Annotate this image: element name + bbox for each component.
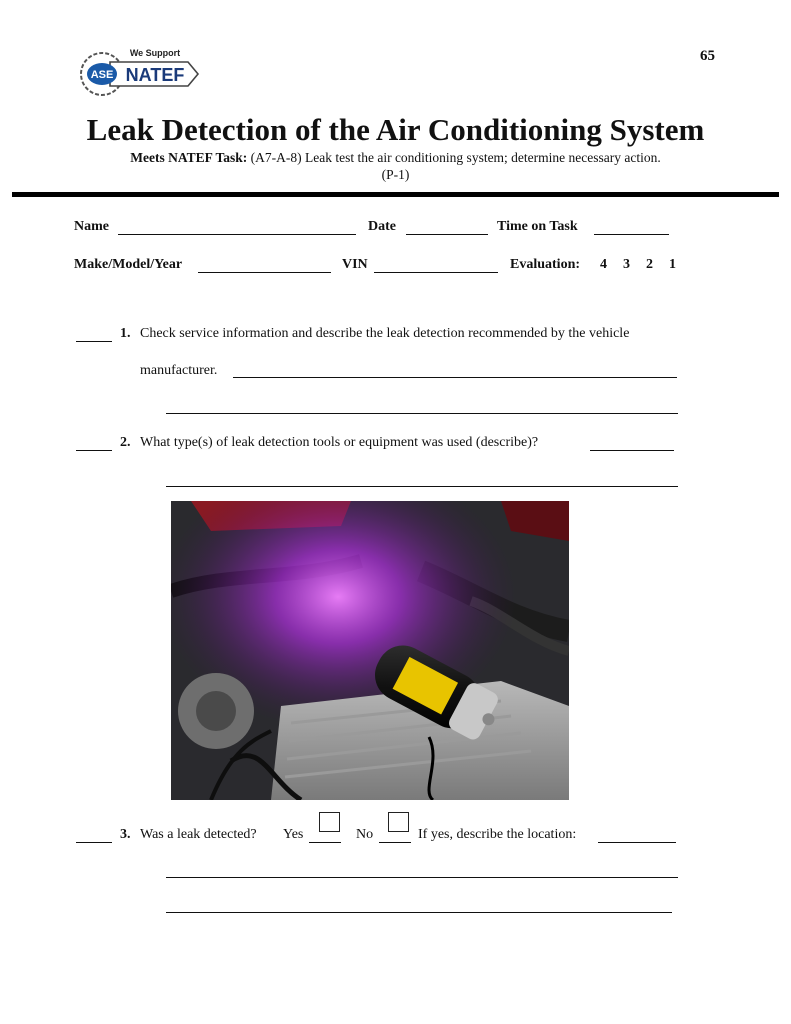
q3-yes-checkbox[interactable] (319, 812, 340, 832)
q1-continuation: manufacturer. (140, 363, 218, 378)
q3-yes-label: Yes (283, 827, 304, 842)
q3-check-field[interactable] (76, 842, 112, 843)
meets-label: Meets NATEF Task: (130, 150, 248, 165)
meets-task: (A7-A-8) Leak test the air conditioning system; determine necessary action. (250, 150, 661, 165)
q3-yes-underline (309, 842, 341, 843)
vin-label: VIN (342, 257, 368, 272)
page-title: Leak Detection of the Air Conditioning System (86, 112, 705, 147)
q3-answer-line-1[interactable] (598, 842, 676, 843)
time-on-task-field[interactable] (594, 234, 669, 235)
q3-text: Was a leak detected? (140, 827, 257, 842)
logo-main-text: NATEF (125, 65, 185, 85)
q3-number: 3. (120, 827, 131, 842)
evaluation-score-3[interactable]: 3 (623, 257, 630, 272)
priority-label: (P-1) (381, 167, 410, 182)
name-field[interactable] (118, 234, 356, 235)
q3-no-underline (379, 842, 411, 843)
q2-text: What type(s) of leak detection tools or equipment was used (describe)? (140, 435, 539, 450)
logo-badge-text: ASE (90, 69, 114, 81)
meets-task-line (0, 150, 791, 166)
q2-answer-line-2[interactable] (166, 486, 678, 487)
q1-number: 1. (120, 326, 131, 341)
make-model-year-field[interactable] (198, 272, 331, 273)
q3-answer-line-2[interactable] (166, 877, 678, 878)
q2-check-field[interactable] (76, 450, 112, 451)
vin-field[interactable] (374, 272, 498, 273)
time-on-task-label: Time on Task (497, 219, 578, 234)
q3-no-label: No (356, 827, 374, 842)
q1-check-field[interactable] (76, 341, 112, 342)
evaluation-score-2[interactable]: 2 (646, 257, 653, 272)
q1-text: Check service information and describe the leak detection recommended by the vehicle (140, 326, 630, 341)
date-field[interactable] (406, 234, 488, 235)
make-model-year-label: Make/Model/Year (74, 257, 183, 272)
uv-leak-detector-photo (171, 501, 569, 800)
q3-answer-line-3[interactable] (166, 912, 672, 913)
header-divider (12, 192, 779, 197)
evaluation-score-4[interactable]: 4 (600, 257, 607, 272)
q1-answer-line-2[interactable] (166, 413, 678, 414)
q3-no-checkbox[interactable] (388, 812, 409, 832)
q2-answer-line-1[interactable] (590, 450, 674, 451)
page-number: 65 (700, 48, 715, 64)
name-label: Name (74, 219, 109, 234)
evaluation-label: Evaluation: (510, 257, 581, 272)
q1-answer-line-1[interactable] (233, 377, 677, 378)
q2-number: 2. (120, 435, 131, 450)
q3-followup: If yes, describe the location: (418, 827, 577, 842)
evaluation-score-1[interactable]: 1 (669, 257, 676, 272)
ase-natef-logo (80, 44, 205, 102)
date-label: Date (368, 219, 396, 234)
logo-top-text: We Support (129, 48, 181, 58)
